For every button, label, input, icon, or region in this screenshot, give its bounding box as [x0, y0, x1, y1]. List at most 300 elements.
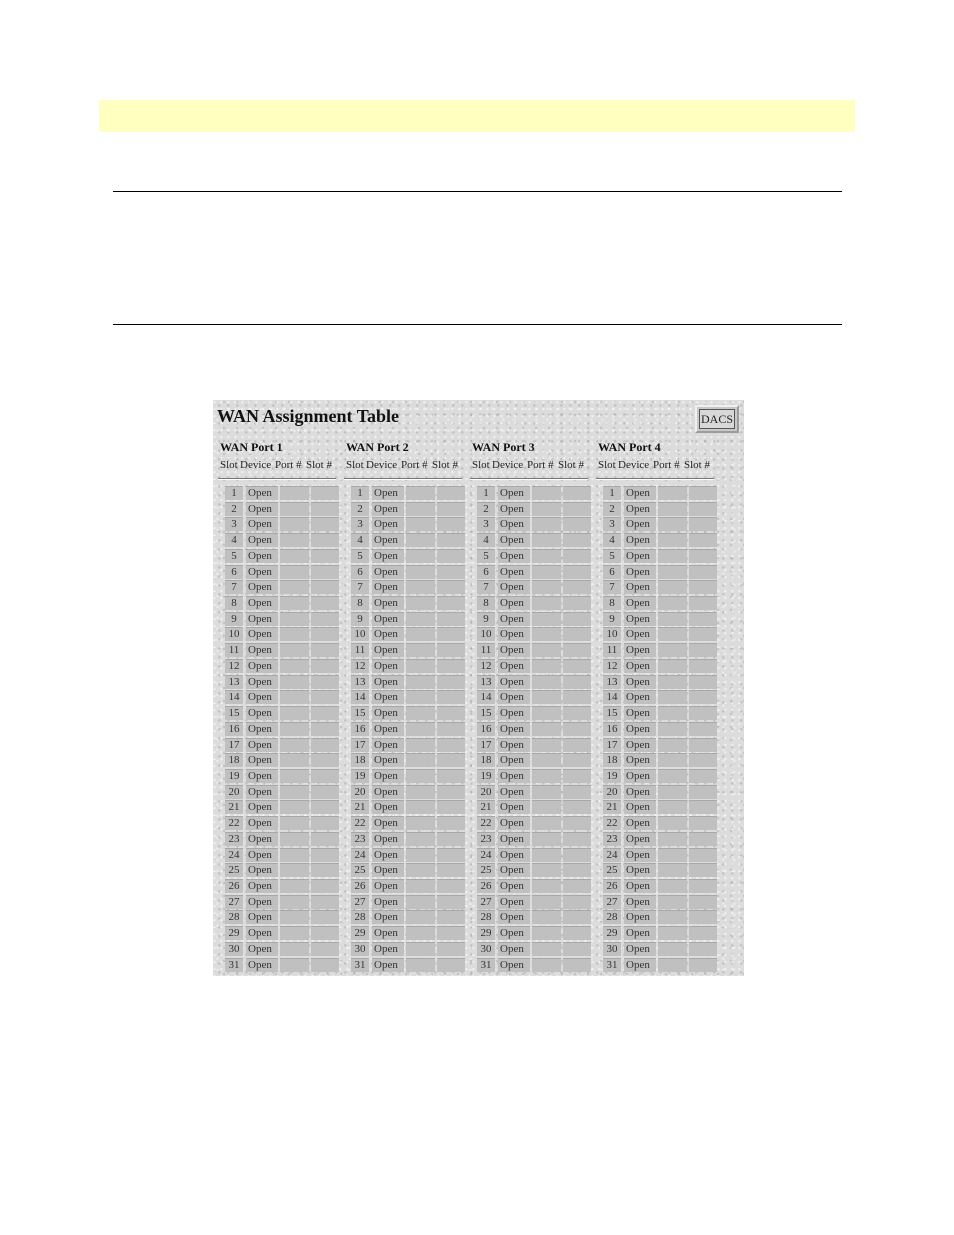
slot-number-field[interactable] [437, 517, 465, 531]
device-field[interactable]: Open [498, 565, 530, 579]
device-field[interactable]: Open [498, 879, 530, 893]
device-field[interactable]: Open [624, 926, 656, 940]
slot-number-field[interactable] [689, 659, 717, 673]
device-field[interactable]: Open [246, 486, 278, 500]
slot-number-field[interactable] [689, 580, 717, 594]
port-number-field[interactable] [406, 517, 435, 531]
slot-number-field[interactable] [563, 659, 591, 673]
slot-number-field[interactable] [437, 549, 465, 563]
port-number-field[interactable] [280, 958, 309, 972]
slot-number-field[interactable] [563, 722, 591, 736]
slot-number-field[interactable] [437, 486, 465, 500]
device-field[interactable]: Open [372, 738, 404, 752]
slot-number-field[interactable] [437, 800, 465, 814]
slot-number-field[interactable] [563, 502, 591, 516]
port-number-field[interactable] [406, 910, 435, 924]
device-field[interactable]: Open [624, 722, 656, 736]
port-number-field[interactable] [280, 753, 309, 767]
slot-number-field[interactable] [437, 565, 465, 579]
slot-number-field[interactable] [311, 627, 339, 641]
port-number-field[interactable] [280, 706, 309, 720]
slot-number-field[interactable] [437, 643, 465, 657]
slot-number-field[interactable] [311, 863, 339, 877]
slot-number-field[interactable] [311, 722, 339, 736]
slot-number-field[interactable] [689, 596, 717, 610]
port-number-field[interactable] [406, 942, 435, 956]
device-field[interactable]: Open [372, 785, 404, 799]
slot-number-field[interactable] [689, 722, 717, 736]
slot-number-field[interactable] [311, 517, 339, 531]
port-number-field[interactable] [280, 769, 309, 783]
port-number-field[interactable] [658, 722, 687, 736]
slot-number-field[interactable] [563, 675, 591, 689]
slot-number-field[interactable] [437, 627, 465, 641]
slot-number-field[interactable] [689, 769, 717, 783]
port-number-field[interactable] [658, 643, 687, 657]
port-number-field[interactable] [406, 926, 435, 940]
slot-number-field[interactable] [689, 816, 717, 830]
port-number-field[interactable] [532, 706, 561, 720]
port-number-field[interactable] [406, 627, 435, 641]
slot-number-field[interactable] [311, 675, 339, 689]
slot-number-field[interactable] [689, 612, 717, 626]
device-field[interactable]: Open [498, 612, 530, 626]
port-number-field[interactable] [532, 832, 561, 846]
device-field[interactable]: Open [372, 848, 404, 862]
port-number-field[interactable] [658, 910, 687, 924]
port-number-field[interactable] [658, 627, 687, 641]
device-field[interactable]: Open [372, 565, 404, 579]
slot-number-field[interactable] [311, 643, 339, 657]
port-number-field[interactable] [406, 832, 435, 846]
port-number-field[interactable] [280, 848, 309, 862]
device-field[interactable]: Open [624, 942, 656, 956]
device-field[interactable]: Open [624, 958, 656, 972]
port-number-field[interactable] [532, 659, 561, 673]
device-field[interactable]: Open [624, 486, 656, 500]
device-field[interactable]: Open [624, 816, 656, 830]
port-number-field[interactable] [532, 942, 561, 956]
port-number-field[interactable] [280, 895, 309, 909]
device-field[interactable]: Open [246, 517, 278, 531]
device-field[interactable]: Open [246, 738, 278, 752]
device-field[interactable]: Open [498, 502, 530, 516]
device-field[interactable]: Open [372, 690, 404, 704]
port-number-field[interactable] [406, 596, 435, 610]
device-field[interactable]: Open [246, 659, 278, 673]
slot-number-field[interactable] [563, 738, 591, 752]
port-number-field[interactable] [658, 675, 687, 689]
device-field[interactable]: Open [246, 785, 278, 799]
port-number-field[interactable] [280, 926, 309, 940]
slot-number-field[interactable] [563, 800, 591, 814]
device-field[interactable]: Open [372, 533, 404, 547]
port-number-field[interactable] [532, 785, 561, 799]
port-number-field[interactable] [280, 690, 309, 704]
device-field[interactable]: Open [498, 580, 530, 594]
slot-number-field[interactable] [437, 596, 465, 610]
slot-number-field[interactable] [563, 612, 591, 626]
slot-number-field[interactable] [311, 738, 339, 752]
slot-number-field[interactable] [311, 926, 339, 940]
port-number-field[interactable] [406, 738, 435, 752]
device-field[interactable]: Open [624, 596, 656, 610]
slot-number-field[interactable] [689, 958, 717, 972]
device-field[interactable]: Open [498, 800, 530, 814]
port-number-field[interactable] [406, 848, 435, 862]
device-field[interactable]: Open [498, 832, 530, 846]
slot-number-field[interactable] [689, 643, 717, 657]
slot-number-field[interactable] [563, 926, 591, 940]
port-number-field[interactable] [658, 612, 687, 626]
port-number-field[interactable] [532, 612, 561, 626]
slot-number-field[interactable] [689, 533, 717, 547]
slot-number-field[interactable] [311, 769, 339, 783]
slot-number-field[interactable] [437, 832, 465, 846]
device-field[interactable]: Open [246, 816, 278, 830]
slot-number-field[interactable] [689, 502, 717, 516]
port-number-field[interactable] [280, 785, 309, 799]
slot-number-field[interactable] [689, 800, 717, 814]
port-number-field[interactable] [532, 879, 561, 893]
port-number-field[interactable] [532, 958, 561, 972]
slot-number-field[interactable] [311, 502, 339, 516]
port-number-field[interactable] [406, 706, 435, 720]
device-field[interactable]: Open [624, 910, 656, 924]
device-field[interactable]: Open [624, 580, 656, 594]
slot-number-field[interactable] [437, 753, 465, 767]
device-field[interactable]: Open [372, 832, 404, 846]
port-number-field[interactable] [658, 580, 687, 594]
device-field[interactable]: Open [498, 926, 530, 940]
slot-number-field[interactable] [689, 627, 717, 641]
slot-number-field[interactable] [689, 848, 717, 862]
slot-number-field[interactable] [689, 753, 717, 767]
device-field[interactable]: Open [246, 706, 278, 720]
port-number-field[interactable] [658, 879, 687, 893]
slot-number-field[interactable] [689, 895, 717, 909]
port-number-field[interactable] [532, 848, 561, 862]
device-field[interactable]: Open [498, 769, 530, 783]
device-field[interactable]: Open [624, 675, 656, 689]
slot-number-field[interactable] [689, 690, 717, 704]
device-field[interactable]: Open [498, 706, 530, 720]
device-field[interactable]: Open [246, 549, 278, 563]
device-field[interactable]: Open [246, 848, 278, 862]
device-field[interactable]: Open [246, 800, 278, 814]
slot-number-field[interactable] [563, 832, 591, 846]
device-field[interactable]: Open [372, 549, 404, 563]
port-number-field[interactable] [406, 549, 435, 563]
slot-number-field[interactable] [563, 549, 591, 563]
slot-number-field[interactable] [311, 958, 339, 972]
device-field[interactable]: Open [498, 848, 530, 862]
device-field[interactable]: Open [372, 753, 404, 767]
port-number-field[interactable] [658, 596, 687, 610]
slot-number-field[interactable] [311, 832, 339, 846]
device-field[interactable]: Open [498, 910, 530, 924]
port-number-field[interactable] [406, 643, 435, 657]
device-field[interactable]: Open [246, 722, 278, 736]
port-number-field[interactable] [406, 659, 435, 673]
device-field[interactable]: Open [372, 910, 404, 924]
port-number-field[interactable] [280, 643, 309, 657]
slot-number-field[interactable] [311, 486, 339, 500]
port-number-field[interactable] [406, 958, 435, 972]
port-number-field[interactable] [658, 816, 687, 830]
slot-number-field[interactable] [311, 533, 339, 547]
port-number-field[interactable] [532, 533, 561, 547]
slot-number-field[interactable] [437, 895, 465, 909]
slot-number-field[interactable] [311, 879, 339, 893]
port-number-field[interactable] [280, 879, 309, 893]
device-field[interactable]: Open [372, 863, 404, 877]
port-number-field[interactable] [406, 863, 435, 877]
device-field[interactable]: Open [498, 722, 530, 736]
port-number-field[interactable] [406, 580, 435, 594]
slot-number-field[interactable] [437, 769, 465, 783]
port-number-field[interactable] [406, 769, 435, 783]
port-number-field[interactable] [280, 675, 309, 689]
slot-number-field[interactable] [437, 785, 465, 799]
slot-number-field[interactable] [437, 958, 465, 972]
device-field[interactable]: Open [498, 958, 530, 972]
port-number-field[interactable] [280, 486, 309, 500]
device-field[interactable]: Open [372, 816, 404, 830]
port-number-field[interactable] [532, 675, 561, 689]
device-field[interactable]: Open [372, 517, 404, 531]
device-field[interactable]: Open [246, 675, 278, 689]
device-field[interactable]: Open [624, 502, 656, 516]
port-number-field[interactable] [658, 659, 687, 673]
slot-number-field[interactable] [563, 863, 591, 877]
slot-number-field[interactable] [311, 580, 339, 594]
device-field[interactable]: Open [372, 627, 404, 641]
slot-number-field[interactable] [689, 910, 717, 924]
device-field[interactable]: Open [372, 706, 404, 720]
port-number-field[interactable] [658, 800, 687, 814]
device-field[interactable]: Open [246, 596, 278, 610]
slot-number-field[interactable] [437, 659, 465, 673]
device-field[interactable]: Open [372, 643, 404, 657]
device-field[interactable]: Open [372, 800, 404, 814]
device-field[interactable]: Open [624, 533, 656, 547]
port-number-field[interactable] [280, 565, 309, 579]
port-number-field[interactable] [658, 769, 687, 783]
device-field[interactable]: Open [246, 942, 278, 956]
slot-number-field[interactable] [311, 690, 339, 704]
slot-number-field[interactable] [437, 848, 465, 862]
slot-number-field[interactable] [689, 879, 717, 893]
port-number-field[interactable] [406, 486, 435, 500]
device-field[interactable]: Open [624, 863, 656, 877]
device-field[interactable]: Open [372, 486, 404, 500]
slot-number-field[interactable] [311, 910, 339, 924]
device-field[interactable]: Open [498, 517, 530, 531]
slot-number-field[interactable] [563, 879, 591, 893]
port-number-field[interactable] [532, 486, 561, 500]
device-field[interactable]: Open [246, 926, 278, 940]
device-field[interactable]: Open [624, 627, 656, 641]
device-field[interactable]: Open [624, 769, 656, 783]
port-number-field[interactable] [532, 502, 561, 516]
device-field[interactable]: Open [498, 753, 530, 767]
port-number-field[interactable] [406, 533, 435, 547]
slot-number-field[interactable] [689, 832, 717, 846]
port-number-field[interactable] [280, 517, 309, 531]
device-field[interactable]: Open [624, 785, 656, 799]
slot-number-field[interactable] [689, 565, 717, 579]
slot-number-field[interactable] [437, 926, 465, 940]
slot-number-field[interactable] [437, 879, 465, 893]
slot-number-field[interactable] [689, 675, 717, 689]
dacs-button[interactable] [695, 405, 739, 433]
slot-number-field[interactable] [311, 565, 339, 579]
device-field[interactable]: Open [624, 753, 656, 767]
device-field[interactable]: Open [624, 612, 656, 626]
slot-number-field[interactable] [563, 942, 591, 956]
port-number-field[interactable] [280, 832, 309, 846]
slot-number-field[interactable] [689, 863, 717, 877]
port-number-field[interactable] [658, 895, 687, 909]
slot-number-field[interactable] [563, 753, 591, 767]
slot-number-field[interactable] [311, 706, 339, 720]
device-field[interactable]: Open [246, 863, 278, 877]
device-field[interactable]: Open [624, 895, 656, 909]
device-field[interactable]: Open [498, 533, 530, 547]
slot-number-field[interactable] [563, 958, 591, 972]
port-number-field[interactable] [658, 533, 687, 547]
port-number-field[interactable] [280, 502, 309, 516]
slot-number-field[interactable] [563, 596, 591, 610]
device-field[interactable]: Open [498, 659, 530, 673]
slot-number-field[interactable] [311, 596, 339, 610]
port-number-field[interactable] [658, 690, 687, 704]
slot-number-field[interactable] [563, 910, 591, 924]
port-number-field[interactable] [280, 910, 309, 924]
device-field[interactable]: Open [246, 565, 278, 579]
port-number-field[interactable] [658, 832, 687, 846]
device-field[interactable]: Open [372, 722, 404, 736]
slot-number-field[interactable] [311, 848, 339, 862]
port-number-field[interactable] [280, 722, 309, 736]
slot-number-field[interactable] [689, 926, 717, 940]
port-number-field[interactable] [532, 627, 561, 641]
slot-number-field[interactable] [311, 895, 339, 909]
slot-number-field[interactable] [311, 549, 339, 563]
slot-number-field[interactable] [563, 785, 591, 799]
port-number-field[interactable] [658, 926, 687, 940]
slot-number-field[interactable] [311, 785, 339, 799]
slot-number-field[interactable] [563, 627, 591, 641]
port-number-field[interactable] [280, 800, 309, 814]
port-number-field[interactable] [532, 926, 561, 940]
slot-number-field[interactable] [437, 533, 465, 547]
port-number-field[interactable] [658, 706, 687, 720]
port-number-field[interactable] [658, 502, 687, 516]
device-field[interactable]: Open [246, 643, 278, 657]
device-field[interactable]: Open [246, 502, 278, 516]
port-number-field[interactable] [406, 612, 435, 626]
port-number-field[interactable] [406, 879, 435, 893]
port-number-field[interactable] [406, 690, 435, 704]
slot-number-field[interactable] [437, 722, 465, 736]
port-number-field[interactable] [406, 816, 435, 830]
port-number-field[interactable] [406, 675, 435, 689]
slot-number-field[interactable] [311, 659, 339, 673]
slot-number-field[interactable] [563, 769, 591, 783]
port-number-field[interactable] [280, 816, 309, 830]
device-field[interactable]: Open [372, 659, 404, 673]
device-field[interactable]: Open [498, 643, 530, 657]
slot-number-field[interactable] [563, 690, 591, 704]
port-number-field[interactable] [532, 895, 561, 909]
slot-number-field[interactable] [311, 612, 339, 626]
slot-number-field[interactable] [311, 942, 339, 956]
port-number-field[interactable] [532, 753, 561, 767]
port-number-field[interactable] [280, 942, 309, 956]
device-field[interactable]: Open [246, 753, 278, 767]
port-number-field[interactable] [658, 486, 687, 500]
slot-number-field[interactable] [689, 942, 717, 956]
slot-number-field[interactable] [437, 612, 465, 626]
device-field[interactable]: Open [624, 738, 656, 752]
port-number-field[interactable] [658, 753, 687, 767]
slot-number-field[interactable] [689, 738, 717, 752]
port-number-field[interactable] [532, 722, 561, 736]
device-field[interactable]: Open [624, 549, 656, 563]
slot-number-field[interactable] [311, 753, 339, 767]
device-field[interactable]: Open [246, 580, 278, 594]
device-field[interactable]: Open [624, 643, 656, 657]
slot-number-field[interactable] [563, 816, 591, 830]
slot-number-field[interactable] [437, 738, 465, 752]
device-field[interactable]: Open [624, 565, 656, 579]
device-field[interactable]: Open [498, 486, 530, 500]
port-number-field[interactable] [280, 580, 309, 594]
slot-number-field[interactable] [437, 690, 465, 704]
device-field[interactable]: Open [498, 863, 530, 877]
device-field[interactable]: Open [246, 769, 278, 783]
slot-number-field[interactable] [563, 643, 591, 657]
device-field[interactable]: Open [624, 706, 656, 720]
device-field[interactable]: Open [372, 926, 404, 940]
device-field[interactable]: Open [246, 690, 278, 704]
port-number-field[interactable] [532, 580, 561, 594]
slot-number-field[interactable] [563, 565, 591, 579]
device-field[interactable]: Open [372, 958, 404, 972]
slot-number-field[interactable] [437, 580, 465, 594]
device-field[interactable]: Open [372, 895, 404, 909]
device-field[interactable]: Open [498, 785, 530, 799]
device-field[interactable]: Open [246, 627, 278, 641]
device-field[interactable]: Open [246, 533, 278, 547]
device-field[interactable]: Open [624, 659, 656, 673]
port-number-field[interactable] [406, 722, 435, 736]
port-number-field[interactable] [406, 785, 435, 799]
slot-number-field[interactable] [563, 486, 591, 500]
device-field[interactable]: Open [498, 942, 530, 956]
slot-number-field[interactable] [437, 942, 465, 956]
port-number-field[interactable] [280, 659, 309, 673]
port-number-field[interactable] [658, 738, 687, 752]
slot-number-field[interactable] [563, 706, 591, 720]
port-number-field[interactable] [658, 549, 687, 563]
port-number-field[interactable] [280, 549, 309, 563]
device-field[interactable]: Open [498, 549, 530, 563]
device-field[interactable]: Open [246, 958, 278, 972]
slot-number-field[interactable] [437, 863, 465, 877]
